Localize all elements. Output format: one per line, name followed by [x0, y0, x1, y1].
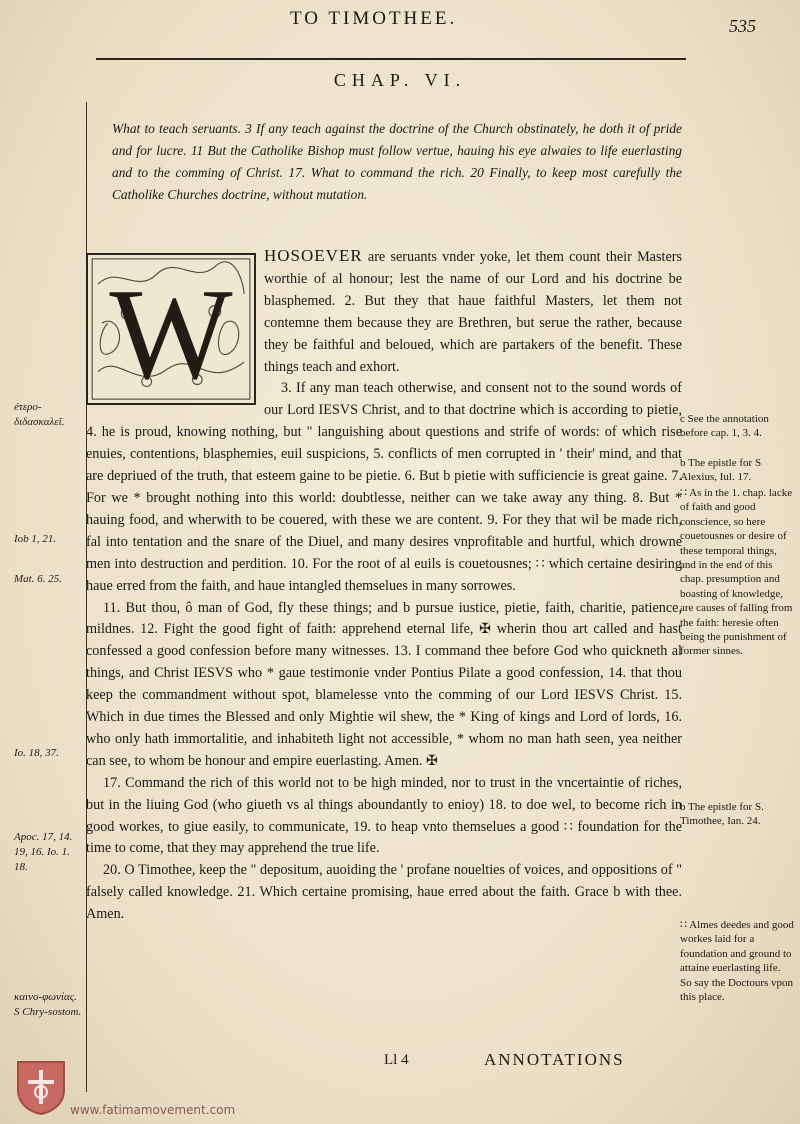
page-number: 535	[729, 16, 756, 36]
catchword: ANNOTATIONS	[484, 1050, 625, 1069]
dropcap-letter: W	[109, 262, 233, 403]
watermark-url[interactable]: www.fatimamovement.com	[70, 1103, 236, 1117]
dropcap-ornament	[86, 253, 256, 405]
top-rule	[96, 58, 686, 60]
paragraph-3: 11. But thou, ô man of God, fly these things; and b pursue iustice, pietie, faith, charitie, patience, mildnes. 12. Fight the good fight of faith: apprehend eternal life, ✠ wherin thou art called and hast confessed a good confession before many witnesses. 13. I command thee before God who quickneth al things, and Christ IESVS who * gaue testimonie vnder Pontius Pilate a good confession, 14. that thou keep the commandment without spot, blamelesse vnto the comming of our Lord IESVS Christ. 15. Which in due times the Blessed and only Mightie wil shew, the * King of kings and Lord of lords, 16. who only hath immortalitie, and inhabiteth light not accessible, * whom no man hath seen, yea neither can see, to whom be honour and empire euerlasting. Amen. ✠	[86, 599, 682, 769]
shield-logo-icon	[12, 1056, 70, 1116]
main-text	[86, 245, 682, 926]
left-note: Iob 1, 21.	[14, 533, 57, 545]
opening-word: HOSOEVER	[264, 246, 363, 265]
running-title: TO TIMOTHEE.	[290, 8, 458, 29]
left-note: Io. 18, 37.	[14, 747, 59, 759]
right-note: ∷ As in the 1. chap. lacke of faith and good conscience, so here couetousnes or desire of these temporal things, and in the end of this chap. presumption and boasting of knowledge, are causes of falling from the faith: heresie often being the punishment of former sinnes.	[680, 487, 793, 658]
chapter-heading: CHAP. VI.	[333, 70, 467, 90]
right-note: c See the annotation before cap. 1, 3. 4.	[680, 413, 769, 440]
right-note: ∷ Almes deedes and good workes laid for a foundation and ground to attaine euerlasting life. So say the Doctours vpon this place.	[680, 919, 794, 1004]
paragraph-2: 3. If any man teach otherwise, and consent not to the sound words of our Lord IESVS Christ, and to that doctrine which is according to pietie, 4. he is proud, knowing nothing, but " languishing about questions and strife of words: of which rise enuies, contentions, blasphemies, euil suspicions, 5. conflicts of men corrupted in ' their' mind, and that are depriued of the truth, that esteem gaine to be pietie. 6. But b pietie with sufficiencie is great gaine. 7. For we * brought nothing into this world: doubtlesse, neither can we take away any thing. 8. But * hauing food, and wherwith to be couered, with these we are content. 9. For they that wil be made rich, fal into tentation and the snare of the Diuel, and many desires vnprofitable and hurtful, which drowne men into destruction and perdition. 10. For the root of al euils is couetousnes; ∷ which certaine desiring haue erred from the faith, and haue intangled themselues in many sorrowes.	[86, 380, 682, 594]
paragraph-4: 17. Command the rich of this world not to be high minded, nor to trust in the vncertaintie of riches, but in the liuing God (who giueth vs al things aboundantly to enioy) 18. to doe wel, to become rich in good workes, to giue easily, to communicate, 19. to heap vnto themselues a good ∷ foundation for the time to come, that they may apprehend the true life.	[86, 774, 682, 857]
paragraph-5: 20. O Timothee, keep the " depositum, auoiding the ' profane nouelties of voices, and oppositions of " falsely called knowledge. 21. Which certaine promising, haue erred about the faith. Grace b with thee. Amen.	[86, 862, 682, 923]
paragraph-1-text: are seruants vnder yoke, let them count their Masters worthie of al honour; lest the name of our Lord and his doctrine be blasphemed. 2. But they that haue faithful Masters, let them not contemne them because they are Brethren, but serue the rather, because they be faithful and beloued, which are partakers of the benefit. These things teach and exhort.	[264, 249, 682, 375]
chapter-summary: What to teach seruants. 3 If any teach against the doctrine of the Church obstinately, he doth it of pride and for lucre. 11 But the Catholike Bishop must follow vertue, hauing his eye alwaies to life euerlasting and to the comming of Christ. 17. What to command the rich. 20 Finally, to keep most carefully the Catholike Churches doctrine, without mutation.	[112, 121, 682, 202]
signature-mark: Ll 4	[384, 1052, 409, 1068]
right-note: b The epistle for S. Timothee, Ian. 24.	[680, 801, 764, 828]
left-note: καινo-φωνίας. S Chry-sostom.	[14, 991, 82, 1018]
ornamental-letter-icon	[88, 255, 254, 403]
left-note: Apoc. 17, 14. 19, 16. Io. 1. 18.	[14, 831, 73, 873]
left-note: éτερo-διδασκαλεῖ.	[14, 401, 65, 428]
right-note: b The epistle for S Alexius, Iul. 17.	[680, 457, 762, 484]
left-note: Mat. 6. 25.	[14, 573, 62, 585]
